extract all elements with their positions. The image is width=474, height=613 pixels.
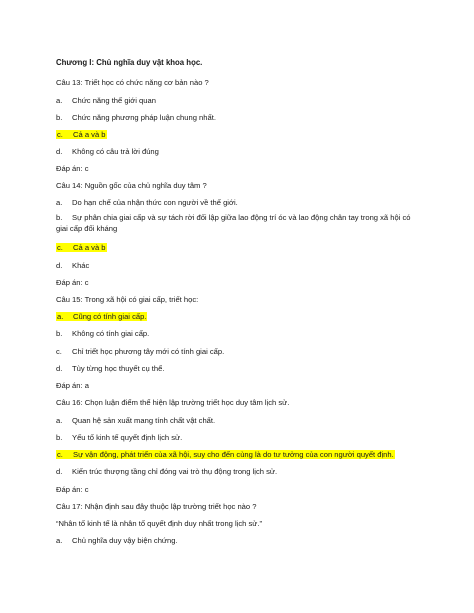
option-text: Kiến trúc thượng tầng chỉ đóng vai trò thụ động trong lịch sử. [72, 467, 278, 476]
q14-option-a [56, 198, 238, 208]
q14-option-b [56, 213, 418, 234]
option-text: Chức năng phương pháp luận chung nhất. [72, 113, 216, 122]
option-text: Khác [72, 261, 90, 270]
q16-option-a [56, 416, 215, 426]
option-letter: d. [56, 364, 63, 373]
q17-quote: “Nhân tố kinh tế là nhân tố quyết định duy nhất trong lịch sử.” [56, 519, 263, 528]
option-text: Không có tính giai cấp. [72, 329, 150, 338]
option-letter: b. [56, 113, 63, 122]
option-text: Yếu tố kinh tế quyết định lịch sử. [72, 433, 183, 442]
option-letter: c. [57, 130, 63, 139]
question-15: Câu 15: Trong xã hội có giai cấp, triết học: [56, 295, 199, 304]
q14-option-d [56, 261, 89, 271]
option-text: Sự phân chia giai cấp và sự tách rời đối lập giữa lao động trí óc và lao động chân tay trong xã hội có giai cấp đối kháng [56, 213, 411, 233]
option-text: Cũng có tính giai cấp. [73, 312, 147, 321]
option-text: Cả a và b [73, 130, 106, 139]
question-17: Câu 17: Nhận định sau đây thuộc lập trường triết học nào ? [56, 502, 257, 511]
option-letter: c. [56, 347, 62, 356]
question-13: Câu 13: Triết học có chức năng cơ bản nào ? [56, 78, 209, 87]
q15-option-d [56, 364, 164, 374]
q16-option-b [56, 433, 182, 443]
option-letter: d. [56, 147, 63, 156]
q16-option-d [56, 467, 277, 477]
option-letter: b. [56, 329, 63, 338]
q16-answer: Đáp án: c [56, 485, 89, 494]
option-text: Sự vận động, phát triển của xã hội, suy cho đến cùng là do tư tưởng của con người quyết định. [73, 450, 394, 459]
option-text: Tùy từng học thuyết cụ thể. [72, 364, 165, 373]
question-14: Câu 14: Nguồn gốc của chủ nghĩa duy tâm ? [56, 181, 207, 190]
option-letter: a. [56, 96, 63, 105]
option-text: Chủ nghĩa duy vậy biện chứng. [72, 536, 178, 545]
option-letter: c. [57, 450, 63, 459]
q13-option-c-highlighted [56, 130, 107, 140]
q15-option-c [56, 347, 224, 357]
option-text: Chỉ triết học phương tây mới có tính giai cấp. [72, 347, 225, 356]
option-letter: c. [57, 243, 63, 252]
option-letter: d. [56, 467, 63, 476]
option-letter: a. [56, 416, 63, 425]
q14-answer: Đáp án: c [56, 278, 89, 287]
option-letter: b. [56, 213, 63, 222]
chapter-title: Chương I: Chủ nghĩa duy vật khoa học. [56, 58, 203, 67]
option-letter: a. [57, 312, 64, 321]
q14-option-c-highlighted [56, 243, 107, 253]
q13-option-b [56, 113, 216, 123]
option-text: Không có câu trả lời đúng [72, 147, 159, 156]
option-letter: a. [56, 198, 63, 207]
q15-answer: Đáp án: a [56, 381, 89, 390]
option-text: Do hạn chế của nhận thức con người về thế giới. [72, 198, 238, 207]
q13-option-d [56, 147, 159, 157]
q15-option-b [56, 329, 149, 339]
option-text: Chức năng thế giới quan [72, 96, 156, 105]
q13-option-a [56, 96, 156, 106]
option-letter: d. [56, 261, 63, 270]
q16-option-c-highlighted [56, 450, 395, 460]
q15-option-a-highlighted [56, 312, 147, 322]
question-16: Câu 16: Chọn luận điểm thể hiện lập trường triết học duy tâm lịch sử. [56, 398, 290, 407]
option-text: Quan hệ sản xuất mang tính chất vật chất. [72, 416, 216, 425]
option-letter: a. [56, 536, 63, 545]
q13-answer: Đáp án: c [56, 164, 89, 173]
option-letter: b. [56, 433, 63, 442]
q17-option-a [56, 536, 178, 546]
option-text: Cả a và b [73, 243, 106, 252]
